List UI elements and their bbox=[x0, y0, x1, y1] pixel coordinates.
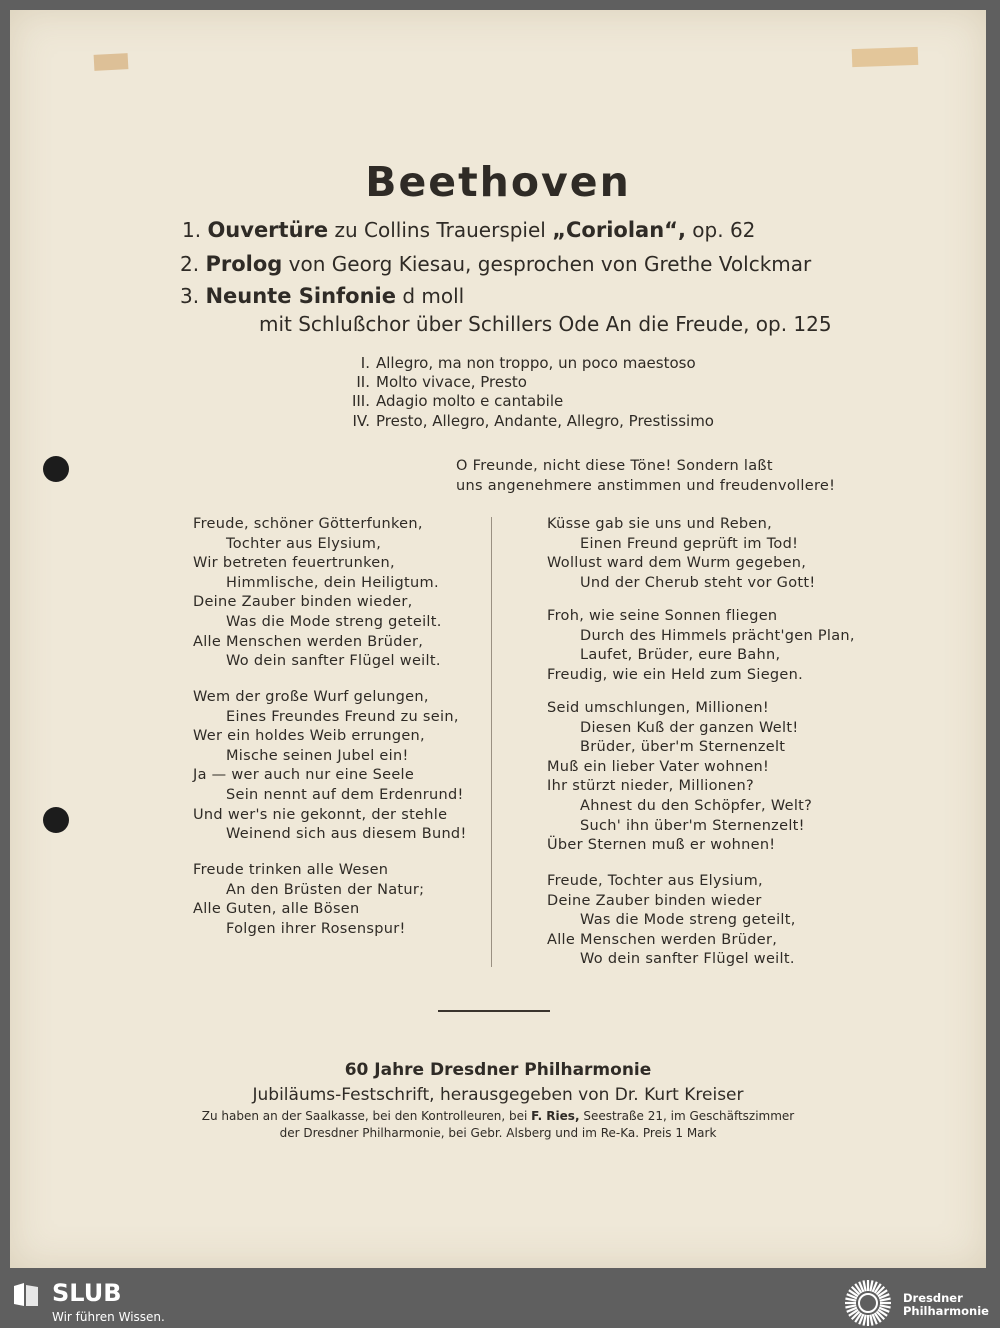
verse-line: Über Sternen muß er wohnen! bbox=[547, 837, 776, 854]
verse-line: Wir betreten feuertrunken, bbox=[193, 555, 395, 572]
program-number: 1. bbox=[182, 218, 202, 242]
verse-right-2 bbox=[547, 607, 855, 685]
verse-line: Deine Zauber binden wieder bbox=[547, 892, 762, 909]
verse-line: Muß ein lieber Vater wohnen! bbox=[547, 758, 770, 775]
verse-line: Alle Menschen werden Brüder, bbox=[193, 633, 424, 650]
movement-1 bbox=[330, 354, 696, 372]
section-rule bbox=[438, 1010, 550, 1012]
verse-line: Seid umschlungen, Millionen! bbox=[547, 700, 769, 716]
verse-line: Freude trinken alle Wesen bbox=[193, 862, 389, 878]
philharmonie-logo-text[interactable] bbox=[903, 1292, 989, 1318]
verse-line: Folgen ihrer Rosenspur! bbox=[226, 920, 406, 937]
program-number: 3. bbox=[180, 284, 200, 308]
verse-right-3 bbox=[547, 699, 812, 856]
verse-line: Brüder, über'm Sternenzelt bbox=[580, 739, 786, 756]
verse-line: Deine Zauber binden wieder, bbox=[193, 594, 413, 611]
verse-line: Alle Menschen werden Brüder, bbox=[547, 931, 778, 948]
program-item-1 bbox=[182, 218, 755, 242]
movement-3 bbox=[330, 392, 563, 410]
verse-line: Und der Cherub steht vor Gott! bbox=[580, 574, 816, 591]
verse-left-2 bbox=[193, 688, 467, 845]
verse-left-1 bbox=[193, 515, 442, 672]
movement-title: Adagio molto e cantabile bbox=[376, 392, 564, 410]
verse-line: Und wer's nie gekonnt, der stehle bbox=[193, 806, 448, 823]
movement-number: II. bbox=[356, 373, 370, 391]
footer-info-line-1 bbox=[10, 1109, 986, 1123]
movement-4 bbox=[330, 412, 714, 430]
program-text: zu Collins Trauerspiel bbox=[328, 218, 553, 242]
verse-line: Mische seinen Jubel ein! bbox=[226, 747, 409, 764]
verse-line: Wer ein holdes Weib errungen, bbox=[193, 728, 425, 745]
footer-subheading: Jubiläums-Festschrift, herausgegeben von Dr. Kurt Kreiser bbox=[252, 1085, 744, 1105]
movement-number: I. bbox=[360, 354, 370, 372]
movement-number: III. bbox=[351, 392, 370, 410]
verse-line: Eines Freundes Freund zu sein, bbox=[226, 708, 459, 725]
footer-text: Seestraße 21, im Geschäftszimmer bbox=[579, 1109, 795, 1123]
intro-line-1: O Freunde, nicht diese Töne! Sondern laßt bbox=[456, 458, 773, 474]
program-number: 2. bbox=[180, 252, 200, 276]
verse-line: Durch des Himmels prächt'gen Plan, bbox=[580, 627, 855, 644]
philharmonie-sunburst-icon[interactable] bbox=[843, 1278, 893, 1328]
slub-book-icon[interactable] bbox=[12, 1282, 40, 1308]
footer-heading: 60 Jahre Dresdner Philharmonie bbox=[344, 1060, 652, 1080]
verse-line: Wem der große Wurf gelungen, bbox=[193, 689, 429, 705]
program-work: Neunte Sinfonie bbox=[205, 284, 396, 308]
program-item-3 bbox=[180, 284, 464, 308]
program-text: von Georg Kiesau, gesprochen von Grethe Volckmar bbox=[282, 252, 812, 276]
slub-logo-text[interactable]: SLUB bbox=[52, 1279, 122, 1307]
document-page bbox=[10, 10, 986, 1268]
verse-line: Diesen Kuß der ganzen Welt! bbox=[580, 719, 799, 736]
footer-info-line-2: der Dresdner Philharmonie, bei Gebr. Alsberg und im Re-Ka. Preis 1 Mark bbox=[279, 1126, 717, 1140]
verse-line: Ja — wer auch nur eine Seele bbox=[193, 767, 415, 784]
movement-title: Molto vivace, Presto bbox=[376, 373, 527, 391]
program-item-3-subtitle: mit Schlußchor über Schillers Ode An die Freude, op. 125 bbox=[259, 312, 832, 336]
movement-title: Allegro, ma non troppo, un poco maestoso bbox=[376, 354, 696, 372]
program-work: Prolog bbox=[205, 252, 283, 276]
verse-line: Wo dein sanfter Flügel weilt. bbox=[226, 653, 441, 670]
verse-line: Alle Guten, alle Bösen bbox=[193, 901, 360, 918]
slub-tagline: Wir führen Wissen. bbox=[52, 1310, 165, 1324]
movement-number: IV. bbox=[352, 412, 370, 430]
verse-line: An den Brüsten der Natur; bbox=[226, 881, 425, 898]
tape-left bbox=[94, 53, 129, 71]
program-work: Ouvertüre bbox=[207, 218, 329, 242]
verse-line: Ihr stürzt nieder, Millionen? bbox=[547, 778, 754, 795]
verse-line: Freude, Tochter aus Elysium, bbox=[547, 873, 763, 889]
footer-vendor: F. Ries, bbox=[531, 1109, 580, 1123]
intro-line-2: uns angenehmere anstimmen und freudenvollere! bbox=[456, 478, 836, 494]
verse-line: Wollust ward dem Wurm gegeben, bbox=[547, 555, 807, 572]
program-opus: op. 62 bbox=[685, 218, 756, 242]
verse-line: Froh, wie seine Sonnen fliegen bbox=[547, 608, 778, 624]
verse-line: Such' ihn über'm Sternenzelt! bbox=[580, 817, 805, 834]
verse-line: Was die Mode streng geteilt. bbox=[226, 613, 442, 630]
verse-line: Sein nennt auf dem Erdenrund! bbox=[226, 786, 464, 803]
program-work-title: „Coriolan“, bbox=[552, 218, 686, 242]
verse-line: Wo dein sanfter Flügel weilt. bbox=[580, 951, 795, 968]
verse-line: Freude, schöner Götterfunken, bbox=[193, 516, 423, 532]
footer-text: Zu haben an der Saalkasse, bei den Kontrolleuren, bei bbox=[201, 1109, 532, 1123]
viewer-footer-bar bbox=[0, 1276, 1000, 1327]
philharmonie-name-line-1: Dresdner bbox=[903, 1291, 963, 1305]
verse-line: Laufet, Brüder, eure Bahn, bbox=[580, 647, 781, 664]
verse-line: Ahnest du den Schöpfer, Welt? bbox=[580, 797, 813, 814]
verse-right-1 bbox=[547, 515, 815, 593]
verse-line: Einen Freund geprüft im Tod! bbox=[580, 535, 799, 552]
movement-2 bbox=[330, 373, 527, 391]
verse-line: Was die Mode streng geteilt, bbox=[580, 912, 796, 929]
verse-line: Küsse gab sie uns und Reben, bbox=[547, 516, 773, 532]
program-text: d moll bbox=[396, 284, 465, 308]
page-title: Beethoven bbox=[365, 158, 631, 206]
verse-right-4 bbox=[547, 872, 796, 970]
verse-line: Himmlische, dein Heiligtum. bbox=[226, 574, 439, 591]
tape-right bbox=[852, 47, 919, 67]
punch-hole-top bbox=[43, 456, 69, 482]
verse-line: Weinend sich aus diesem Bund! bbox=[226, 826, 467, 843]
movement-title: Presto, Allegro, Andante, Allegro, Prestissimo bbox=[376, 412, 714, 430]
column-divider bbox=[491, 517, 492, 967]
punch-hole-bottom bbox=[43, 807, 69, 833]
program-item-2 bbox=[180, 252, 811, 276]
verse-line: Tochter aus Elysium, bbox=[226, 535, 382, 552]
verse-left-3 bbox=[193, 861, 424, 939]
verse-line: Freudig, wie ein Held zum Siegen. bbox=[547, 666, 804, 683]
philharmonie-name-line-2: Philharmonie bbox=[903, 1304, 989, 1318]
